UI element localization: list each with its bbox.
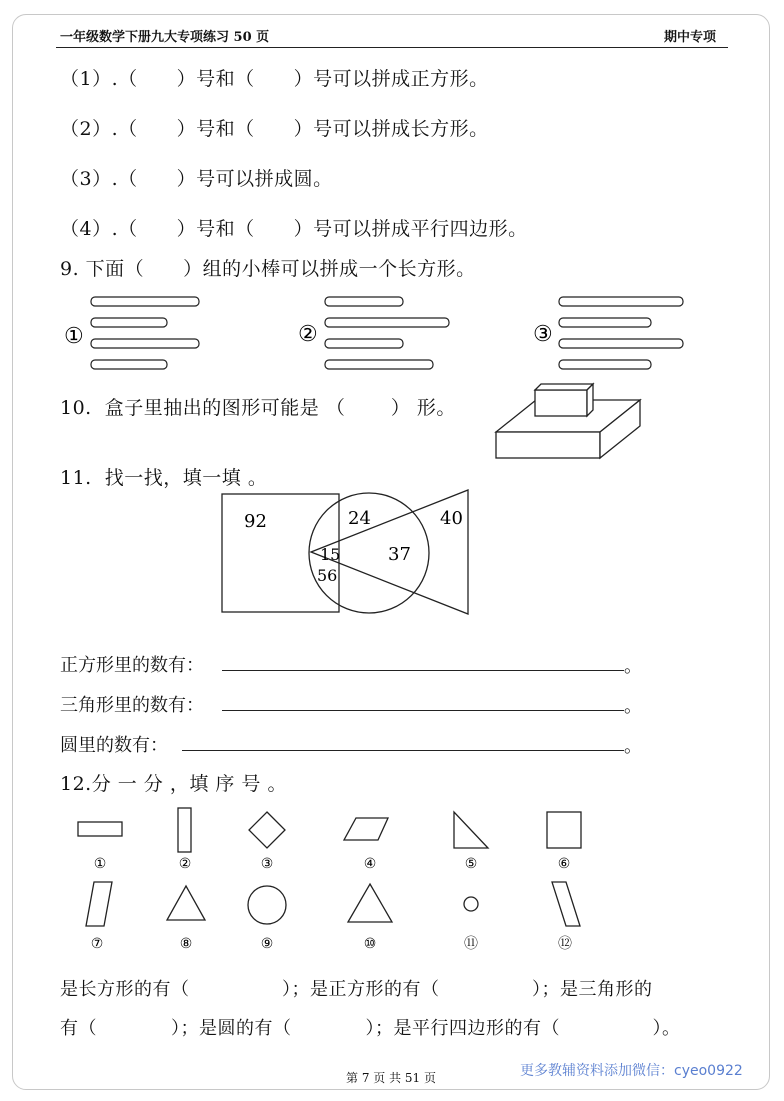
shape-label-12: ⑫ bbox=[558, 936, 572, 952]
q11-answer-square-label: 正方形里的数有： bbox=[60, 655, 204, 676]
q8-line-2: （2）.（ ）号和（ ）号可以拼成长方形。 bbox=[60, 118, 489, 140]
q9-group-label-2: ② bbox=[298, 322, 318, 347]
shape-1-rectangle bbox=[78, 822, 122, 836]
header-section: 期中专项 bbox=[664, 30, 717, 45]
q9-group-label-1: ① bbox=[64, 324, 84, 349]
shape-5-triangle bbox=[454, 812, 488, 848]
shape-7-parallelogram bbox=[86, 882, 112, 926]
q9-question: 9. 下面（ ）组的小棒可以拼成一个长方形。 bbox=[60, 258, 476, 280]
shape-label-3: ③ bbox=[260, 856, 274, 872]
shape-label-6: ⑥ bbox=[557, 856, 571, 872]
q9-sticks-group-3 bbox=[559, 297, 683, 369]
shape-12-parallelogram bbox=[552, 882, 580, 926]
q11-question: 11. 找一找，填一填 。 bbox=[60, 467, 268, 489]
q12-answer-line-2: 有（ ）；是圆的有（ ）；是平行四边形的有（ ）。 bbox=[60, 1018, 681, 1039]
q9-sticks-group-2 bbox=[325, 297, 449, 369]
shape-9-circle bbox=[248, 886, 286, 924]
shape-label-4: ④ bbox=[363, 856, 377, 872]
q8-line-4: （4）.（ ）号和（ ）号可以拼成平行四边形。 bbox=[60, 218, 528, 240]
q11-answer-circle-label: 圆里的数有： bbox=[60, 735, 168, 756]
shape-6-square bbox=[547, 812, 581, 848]
q9-sticks-group-1 bbox=[91, 297, 199, 369]
q11-venn-figure bbox=[222, 490, 468, 614]
q10-box-figure bbox=[496, 384, 640, 458]
watermark: 更多教辅资料添加微信：cyeo0922 bbox=[520, 1063, 743, 1079]
shape-label-10: ⑩ bbox=[363, 936, 377, 952]
q11-answer-circle-line[interactable] bbox=[182, 750, 624, 751]
q12-question: 12.分 一 分 ，填 序 号 。 bbox=[60, 773, 287, 795]
shape-8-triangle bbox=[167, 886, 205, 920]
shape-4-parallelogram bbox=[344, 818, 388, 840]
q11-number-40: 40 bbox=[440, 508, 463, 529]
shape-11-circle bbox=[464, 897, 478, 911]
shape-label-5: ⑤ bbox=[464, 856, 478, 872]
q11-answer-triangle-end: 。 bbox=[624, 696, 642, 717]
page-number: 第 7 页 共 51 页 bbox=[346, 1071, 436, 1085]
shape-label-11: ⑪ bbox=[464, 936, 478, 952]
shape-label-2: ② bbox=[178, 856, 192, 872]
shape-label-7: ⑦ bbox=[90, 936, 104, 952]
shape-10-triangle bbox=[348, 884, 392, 922]
q11-answer-triangle-line[interactable] bbox=[222, 710, 624, 711]
q11-answer-triangle-label: 三角形里的数有： bbox=[60, 695, 204, 716]
q8-line-3: （3）.（ ）号可以拼成圆。 bbox=[60, 168, 333, 190]
q11-answer-square-end: 。 bbox=[624, 656, 642, 677]
q11-number-37: 37 bbox=[388, 544, 411, 565]
shape-label-8: ⑧ bbox=[179, 936, 193, 952]
header-title: 一年级数学下册九大专项练习 50 页 bbox=[60, 30, 270, 45]
q11-number-56: 56 bbox=[317, 566, 338, 585]
q10-question: 10. 盒子里抽出的图形可能是 （ ） 形。 bbox=[60, 397, 456, 419]
shape-label-9: ⑨ bbox=[260, 936, 274, 952]
shape-2-rectangle bbox=[178, 808, 191, 852]
q11-number-92: 92 bbox=[244, 511, 267, 532]
q11-answer-circle-end: 。 bbox=[624, 736, 642, 757]
q11-number-24: 24 bbox=[348, 508, 371, 529]
q9-group-label-3: ③ bbox=[533, 322, 553, 347]
q12-answer-line-1: 是长方形的有（ ）；是正方形的有（ ）；是三角形的 bbox=[60, 979, 653, 1000]
shape-label-1: ① bbox=[93, 856, 107, 872]
q8-line-1: （1）.（ ）号和（ ）号可以拼成正方形。 bbox=[60, 68, 489, 90]
shape-3-square-rotated bbox=[249, 812, 285, 848]
q11-answer-square-line[interactable] bbox=[222, 670, 624, 671]
q11-number-15: 15 bbox=[320, 545, 341, 564]
